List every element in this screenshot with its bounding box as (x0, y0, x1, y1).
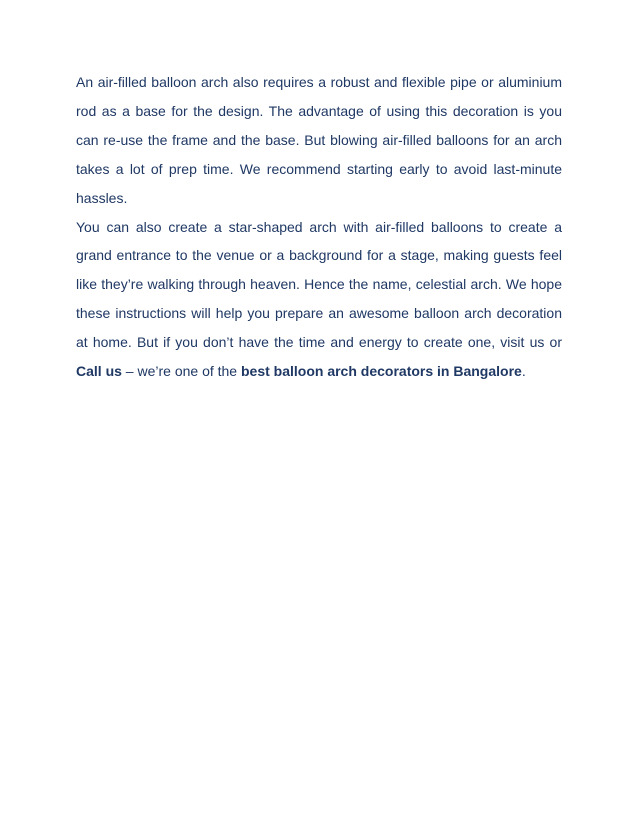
balloon-arch-decorators-link[interactable]: best balloon arch decorators in Bangalore (240, 363, 522, 380)
paragraph-celestial-arch-middle: – we’re one of the (121, 363, 241, 380)
call-us-link[interactable]: Call us (76, 363, 122, 380)
paragraph-celestial-arch (76, 213, 562, 386)
paragraph-celestial-arch-text: You can also create a star-shaped arch with air-filled balloons to create a grand entrance to the venue or a background for a stage, making guests feel like they’re walking through heaven. Hence the name, celestial arch. We hope these instructions will help you prepare an awesome balloon arch decoration at home. But if you don’t have the time and energy to create one, visit us or (76, 218, 562, 351)
paragraph-balloon-arch-base: An air-filled balloon arch also requires a robust and flexible pipe or aluminium rod as a base for the design. The advantage of using this decoration is you can re-use the frame and the base. But blowing air-filled balloons for an arch takes a lot of prep time. We recommend starting early to avoid last-minute hassles. (76, 74, 562, 206)
document-body (76, 68, 562, 386)
paragraph-celestial-arch-end: . (521, 363, 526, 380)
